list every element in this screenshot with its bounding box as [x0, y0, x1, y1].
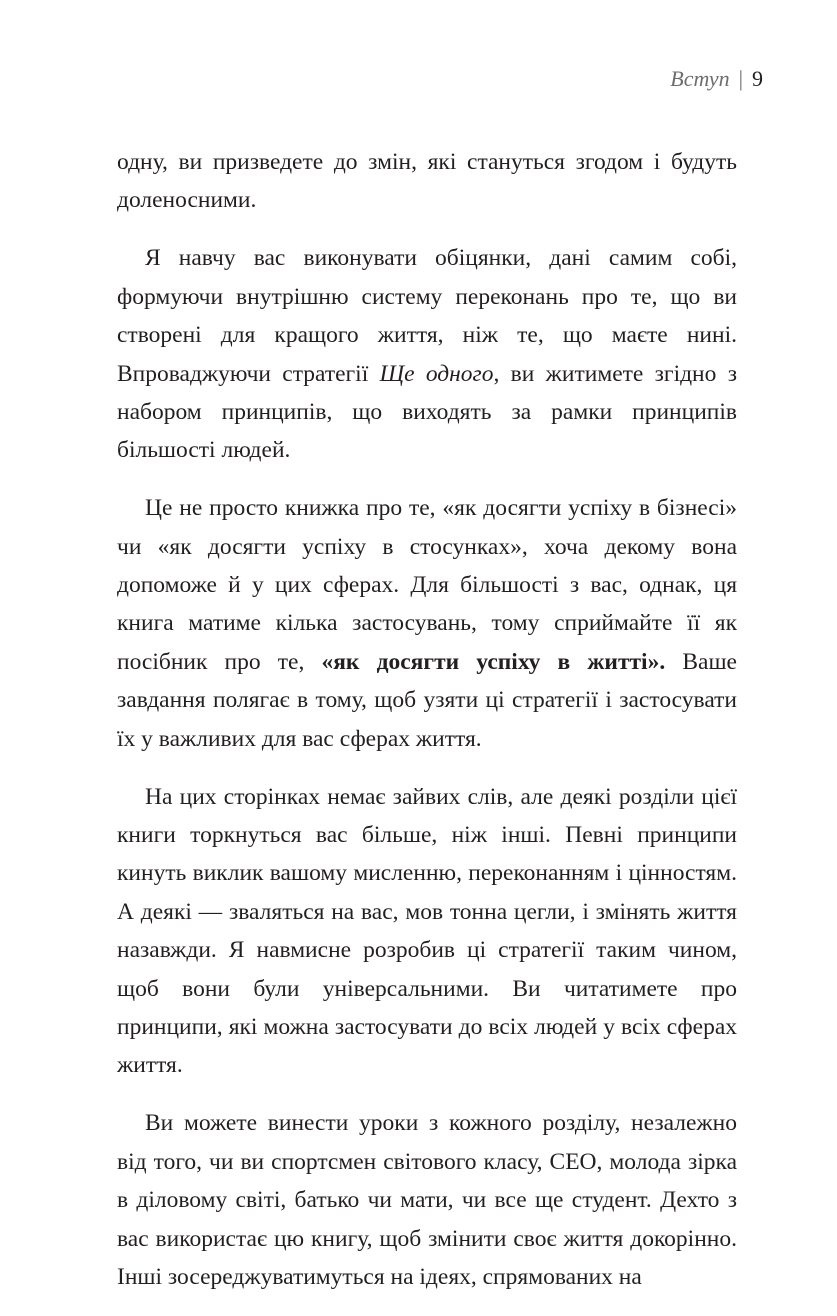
- page-number: 9: [752, 66, 763, 91]
- paragraph-text: Ви можете винести уроки з кожного розділу, незалежно від того, чи ви спортсмен світового класу, CEO, молода зірка в діловому світі, батько чи мати, чи все ще студент. Дехто з вас використає цю книгу, щоб змінити своє життя докорінно. Інші зосереджуватимуться на ідеях, спрямованих на: [117, 1110, 737, 1290]
- running-header: [670, 64, 763, 94]
- italic-phrase: Ще одного: [379, 360, 494, 387]
- paragraph-text: Це не просто книжка про те, «як досягти успіху в бізнесі» чи «як досягти успіху в стосунках», хоча декому вона допоможе й у цих сферах. Для більшості з вас, однак, ця книга матиме кілька застосувань, тому сприймайте її як посібник про те,: [117, 495, 737, 675]
- paragraph: [117, 778, 737, 1085]
- paragraph-text: Ваше завдання полягає в тому, щоб узяти ці стратегії і застосувати їх у важливих для вас сферах життя.: [117, 648, 737, 752]
- paragraph-text: На цих сторінках немає зайвих слів, але деякі розділи цієї книги торкнуться вас більше, ніж інші. Певні принципи кинуть виклик вашому мисленню, переконанням і цінностям. А деякі — зваляться на вас, мов тонна цегли, і змінять життя назавжди. Я навмисне розробив ці стратегії таким чином, щоб вони були універсальними. Ви читатимете про принципи, які можна застосувати до всіх людей у всіх сферах життя.: [117, 783, 737, 1079]
- paragraph-continued: [117, 143, 737, 220]
- paragraph: [117, 1104, 737, 1296]
- paragraph-text: одну, ви призведете до змін, які стануться згодом і будуть доленосними.: [117, 149, 737, 214]
- paragraph: [117, 489, 737, 758]
- section-title: Вступ: [670, 66, 730, 91]
- paragraph-text: , ви житимете згідно з набором принципів, що виходять за рамки принципів більшості людей.: [117, 360, 737, 464]
- header-separator: |: [738, 66, 743, 91]
- paragraph-text: Я навчу вас виконувати обіцянки, дані самим собі, формуючи внутрішню систему переконань про те, що ви створені для кращого життя, ніж те, що маєте нині. Впроваджуючи стратегії: [117, 245, 737, 387]
- bold-phrase: «як досягти успіху в житті».: [321, 648, 666, 675]
- body-text: [117, 143, 737, 1316]
- paragraph: [117, 239, 737, 469]
